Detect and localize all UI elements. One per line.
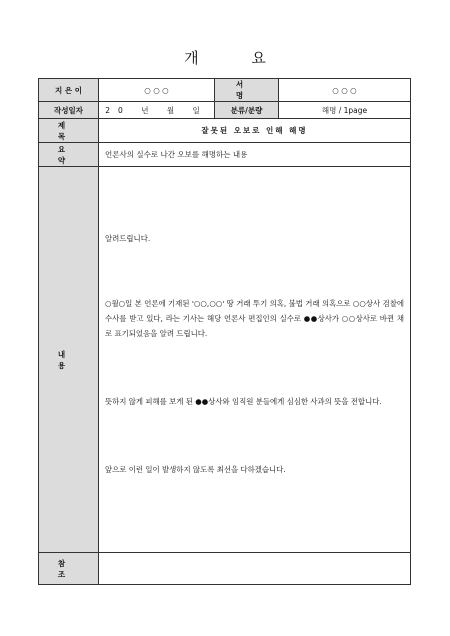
author-label: 지 은 이 [39,79,99,102]
overview-table [38,78,411,585]
document-title: 개 요 [184,49,290,67]
author-row [39,79,411,102]
content-paragraph-apology: 뜻하지 않게 피해를 보게 된 ●●상사와 임직원 분들에게 심심한 사과의 뜻을 전합니다. [105,397,382,406]
summary-row [39,143,411,167]
category-value[interactable]: 해명 / 1page [279,102,411,119]
summary-value[interactable]: 언론사의 실수로 나간 오보를 해명하는 내용 [99,143,411,167]
signature-value[interactable]: ○ ○ ○ [279,79,411,102]
subject-value[interactable]: 잘못된 오보로 인해 해명 [99,119,411,143]
content-paragraph-correction: ○월○일 본 언론에 기재된 '○○,○○' 땅 거래 투기 의혹, 불법 거래 의혹으로 ○○상사 검찰에 수사를 받고 있다, 라는 기사는 해당 언론사 편집인의 실수로 ●●상사가 ○○상사로 바뀐 채로 표기되었음을 알려 드립니다. [105,299,404,338]
date-row [39,102,411,119]
content-paragraph-promise: 앞으로 이런 일이 발생하지 않도록 최선을 다하겠습니다. [105,465,286,474]
reference-row [39,553,411,585]
reference-value[interactable] [99,553,411,585]
content-row [39,167,411,553]
subject-label: 제 목 [39,119,99,143]
content-label: 내 용 [39,167,99,553]
summary-label: 요 약 [39,143,99,167]
category-label: 분류/분량 [215,102,279,119]
content-body[interactable] [99,167,411,553]
author-value[interactable]: ○ ○ ○ [99,79,215,102]
content-greeting: 알려드립니다. [105,234,151,243]
signature-label: 서 명 [215,79,279,102]
date-value[interactable]: 20 년 월 일 [99,102,215,119]
subject-row [39,119,411,143]
date-label: 작성일자 [39,102,99,119]
reference-label: 참 조 [39,553,99,585]
